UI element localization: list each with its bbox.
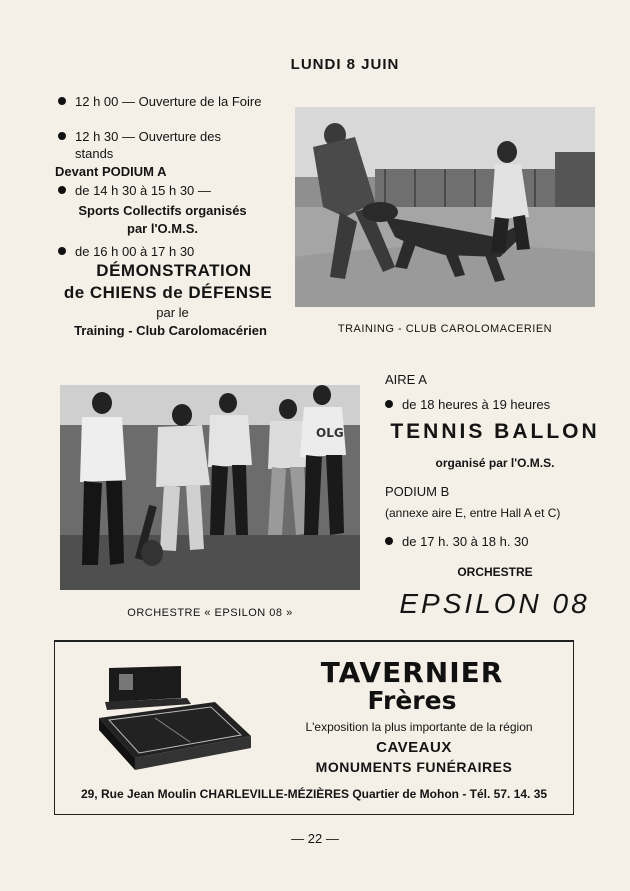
- bullet-icon: [385, 400, 393, 408]
- schedule-item-opening: [58, 93, 283, 110]
- page-number: — 22 —: [291, 831, 339, 846]
- schedule-text: 12 h 30 — Ouverture des stands: [75, 129, 221, 161]
- page-date-heading: LUNDI 8 JUIN: [290, 56, 400, 73]
- ad-tagline: L'exposition la plus importante de la région: [305, 720, 533, 734]
- ad-monuments: MONUMENTS FUNÉRAIRES: [315, 759, 513, 775]
- schedule-item-demo: [58, 243, 283, 260]
- orchestre-time: [385, 534, 529, 549]
- ad-caveaux: CAVEAUX: [376, 739, 452, 756]
- advertiser-name-suffix: Frères: [367, 686, 457, 715]
- tombstone-illustration: [95, 658, 255, 778]
- band-photo: [60, 385, 360, 590]
- orchestre-label: ORCHESTRE: [457, 565, 533, 579]
- tennis-organizer: organisé par l'O.M.S.: [435, 456, 555, 470]
- bullet-icon: [385, 537, 393, 545]
- podium-b-location: (annexe aire E, entre Hall A et C): [385, 506, 561, 520]
- tennis-time: [385, 397, 550, 412]
- bullet-icon: [58, 247, 66, 255]
- demo-title: DÉMONSTRATION: [96, 261, 252, 280]
- tavernier-advertisement: [54, 640, 574, 815]
- dog-photo-caption: TRAINING - CLUB CAROLOMACERIEN: [337, 323, 553, 335]
- sports-description: Sports Collectifs organisés: [78, 203, 247, 218]
- tennis-ballon-title: TENNIS BALLON: [390, 420, 600, 443]
- bullet-icon: [58, 132, 66, 140]
- ad-address: 29, Rue Jean Moulin CHARLEVILLE-MÉZIÈRES Quartier de Mohon - Tél. 57. 14. 35: [80, 787, 548, 801]
- demo-club: Training - Club Carolomacérien: [74, 323, 267, 338]
- epsilon-title: EPSILON 08: [399, 588, 590, 619]
- aire-a-label: AIRE A: [385, 372, 427, 387]
- demo-par: par le: [156, 305, 189, 320]
- dog-training-photo: [295, 107, 595, 307]
- podium-b-label: PODIUM B: [385, 484, 450, 499]
- bullet-icon: [58, 97, 66, 105]
- podium-a-label: Devant PODIUM A: [55, 164, 167, 179]
- schedule-text: de 16 h 00 à 17 h 30: [75, 244, 195, 259]
- schedule-item-stands: [58, 128, 283, 162]
- bullet-icon: [58, 186, 66, 194]
- schedule-text: de 18 heures à 19 heures: [402, 397, 551, 412]
- demo-subtitle: de CHIENS de DÉFENSE: [63, 283, 273, 302]
- schedule-text: de 17 h. 30 à 18 h. 30: [402, 534, 529, 549]
- schedule-text: de 14 h 30 à 15 h 30 —: [75, 183, 211, 198]
- schedule-text: 12 h 00 — Ouverture de la Foire: [75, 94, 262, 109]
- schedule-item-sports: [58, 182, 283, 199]
- advertiser-name: TAVERNIER: [320, 656, 504, 689]
- shirt-lettering: OLG: [316, 426, 344, 440]
- band-photo-caption: ORCHESTRE « EPSILON 08 »: [127, 607, 293, 619]
- sports-organizer: par l'O.M.S.: [127, 221, 198, 236]
